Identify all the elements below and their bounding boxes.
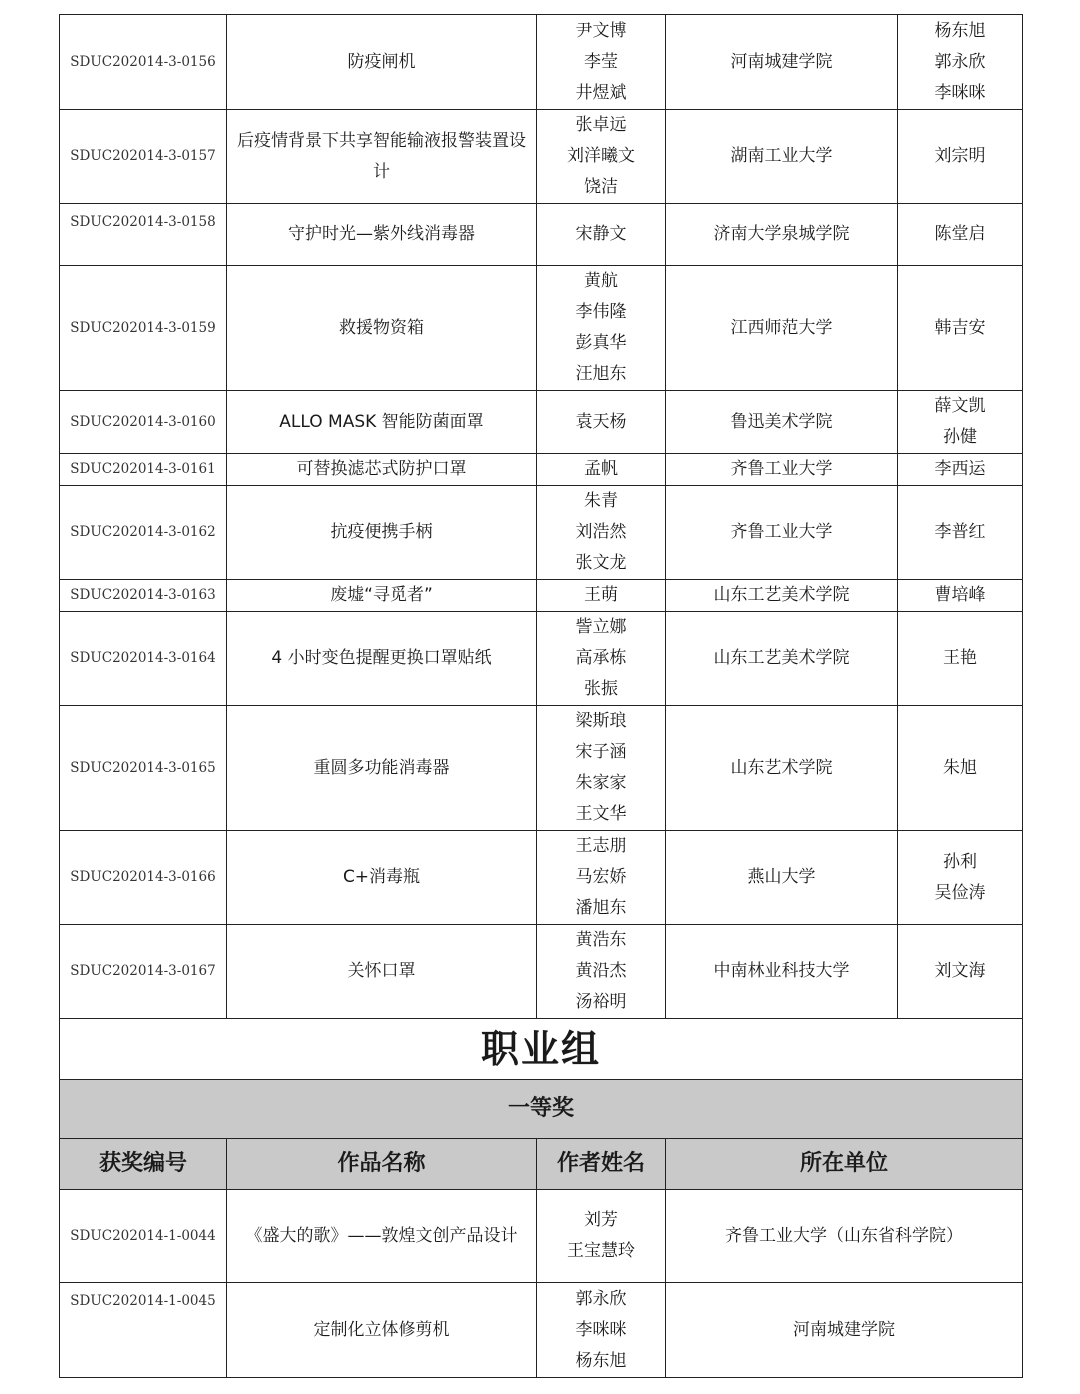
authors — [537, 580, 666, 612]
advisors — [898, 831, 1023, 925]
unit: 山东工艺美术学院 — [666, 612, 898, 706]
work-name: 重圆多功能消毒器 — [227, 706, 537, 831]
authors-line: 王宝慧玲 — [567, 1241, 635, 1261]
authors — [537, 1283, 666, 1378]
advisors — [898, 580, 1023, 612]
table-row — [60, 391, 1023, 454]
header-author: 作者姓名 — [537, 1139, 666, 1190]
advisors — [898, 612, 1023, 706]
authors-line: 黄航 — [584, 271, 618, 291]
work-name: 定制化立体修剪机 — [227, 1283, 537, 1378]
award-id: SDUC202014-3-0167 — [60, 925, 227, 1019]
authors-line: 刘芳 — [584, 1210, 618, 1230]
table-row — [60, 454, 1023, 486]
unit: 河南城建学院 — [666, 15, 898, 110]
award-id: SDUC202014-1-0044 — [60, 1190, 227, 1283]
work-name: C+消毒瓶 — [227, 831, 537, 925]
advisors-line: 薛文凯 — [934, 396, 986, 416]
award-table-sheet — [59, 14, 1022, 1378]
advisors-line: 李咪咪 — [934, 82, 986, 103]
table-row — [60, 110, 1023, 204]
authors-line: 汪旭东 — [575, 364, 627, 384]
award-id: SDUC202014-3-0158 — [60, 204, 227, 266]
unit: 河南城建学院 — [666, 1283, 1023, 1378]
authors-line: 刘洋曦文 — [567, 146, 635, 166]
authors-line: 刘浩然 — [575, 522, 627, 542]
table-row — [60, 1283, 1023, 1378]
unit: 燕山大学 — [666, 831, 898, 925]
award-id: SDUC202014-3-0166 — [60, 831, 227, 925]
authors-line: 宋静文 — [575, 224, 627, 244]
authors — [537, 391, 666, 454]
advisors-line: 韩吉安 — [934, 317, 986, 338]
unit: 山东工艺美术学院 — [666, 580, 898, 612]
table-row — [60, 612, 1023, 706]
award-table — [59, 14, 1023, 1378]
authors — [537, 925, 666, 1019]
authors — [537, 706, 666, 831]
award-id: SDUC202014-3-0162 — [60, 486, 227, 580]
award-id: SDUC202014-3-0163 — [60, 580, 227, 612]
authors — [537, 612, 666, 706]
award-id: SDUC202014-3-0164 — [60, 612, 227, 706]
table-row — [60, 580, 1023, 612]
award-id: SDUC202014-3-0159 — [60, 266, 227, 391]
award-id: SDUC202014-3-0165 — [60, 706, 227, 831]
authors-line: 宋子涵 — [575, 742, 627, 762]
advisors-line: 朱旭 — [943, 757, 977, 778]
authors — [537, 454, 666, 486]
advisors-line: 李普红 — [934, 522, 986, 542]
award-id: SDUC202014-3-0157 — [60, 110, 227, 204]
header-work: 作品名称 — [227, 1139, 537, 1190]
authors-line: 朱青 — [584, 491, 618, 511]
authors-line: 张振 — [584, 679, 618, 699]
table-row — [60, 266, 1023, 391]
authors-line: 张卓远 — [575, 115, 627, 135]
work-name: 防疫闸机 — [227, 15, 537, 110]
authors-line: 马宏娇 — [575, 867, 627, 887]
work-name: 后疫情背景下共享智能输液报警装置设计 — [227, 110, 537, 204]
authors-line: 高承栋 — [575, 648, 627, 668]
authors-line: 梁斯琅 — [575, 711, 627, 731]
authors — [537, 831, 666, 925]
table-row — [60, 15, 1023, 110]
advisors-line: 李西运 — [934, 459, 986, 479]
prize-band: 一等奖 — [60, 1080, 1023, 1139]
authors-line: 李莹 — [584, 51, 618, 72]
advisors — [898, 925, 1023, 1019]
unit: 湖南工业大学 — [666, 110, 898, 204]
authors — [537, 204, 666, 266]
unit: 山东艺术学院 — [666, 706, 898, 831]
work-name: 《盛大的歌》——敦煌文创产品设计 — [227, 1190, 537, 1283]
authors-line: 王文华 — [575, 804, 627, 824]
header-unit: 所在单位 — [666, 1139, 1023, 1190]
authors — [537, 266, 666, 391]
unit: 济南大学泉城学院 — [666, 204, 898, 266]
table-row — [60, 925, 1023, 1019]
authors — [537, 1190, 666, 1283]
work-name: 抗疫便携手柄 — [227, 486, 537, 580]
authors-line: 张文龙 — [575, 553, 627, 573]
authors-line: 王志朋 — [575, 836, 627, 856]
award-id: SDUC202014-3-0160 — [60, 391, 227, 454]
authors-line: 王萌 — [584, 585, 618, 605]
work-name: 关怀口罩 — [227, 925, 537, 1019]
advisors — [898, 486, 1023, 580]
work-name: 4 小时变色提醒更换口罩贴纸 — [227, 612, 537, 706]
advisors-line: 刘文海 — [934, 961, 986, 981]
advisors — [898, 266, 1023, 391]
authors-line: 郭永欣 — [575, 1288, 627, 1309]
unit: 齐鲁工业大学（山东省科学院） — [666, 1190, 1023, 1283]
advisors — [898, 15, 1023, 110]
unit: 中南林业科技大学 — [666, 925, 898, 1019]
header-id: 获奖编号 — [60, 1139, 227, 1190]
authors — [537, 110, 666, 204]
advisors-line: 刘宗明 — [934, 146, 986, 166]
table-row — [60, 486, 1023, 580]
prize-band-row — [60, 1080, 1023, 1139]
authors-line: 訾立娜 — [575, 617, 627, 637]
authors-line: 井煜斌 — [575, 82, 627, 103]
award-id: SDUC202014-1-0045 — [60, 1283, 227, 1378]
header-row — [60, 1139, 1023, 1190]
advisors — [898, 706, 1023, 831]
advisors — [898, 391, 1023, 454]
authors-line: 饶洁 — [584, 177, 618, 197]
authors-line: 潘旭东 — [575, 898, 627, 918]
work-name: 可替换滤芯式防护口罩 — [227, 454, 537, 486]
group-title: 职业组 — [60, 1019, 1023, 1080]
award-id: SDUC202014-3-0161 — [60, 454, 227, 486]
group-title-row — [60, 1019, 1023, 1080]
authors-line: 袁天杨 — [575, 411, 627, 432]
authors-line: 彭真华 — [575, 333, 627, 353]
table-row — [60, 706, 1023, 831]
unit: 齐鲁工业大学 — [666, 454, 898, 486]
authors — [537, 486, 666, 580]
work-name: ALLO MASK 智能防菌面罩 — [227, 391, 537, 454]
authors-line: 黄沿杰 — [575, 961, 627, 981]
work-name: 废墟“寻觅者” — [227, 580, 537, 612]
authors-line: 朱家家 — [575, 773, 627, 793]
authors-line: 李伟隆 — [575, 302, 627, 322]
advisors-line: 孙利 — [943, 851, 977, 872]
authors-line: 尹文博 — [575, 20, 627, 41]
table-row — [60, 204, 1023, 266]
advisors-line: 杨东旭 — [934, 20, 986, 41]
advisors-line: 王艳 — [943, 648, 977, 668]
authors-line: 李咪咪 — [575, 1319, 627, 1340]
authors-line: 汤裕明 — [575, 992, 627, 1012]
authors-line: 杨东旭 — [575, 1350, 627, 1371]
advisors-line: 孙健 — [943, 427, 977, 447]
authors-line: 黄浩东 — [575, 930, 627, 950]
advisors-line: 曹培峰 — [934, 585, 986, 605]
work-name: 救援物资箱 — [227, 266, 537, 391]
advisors — [898, 454, 1023, 486]
advisors-line: 吴俭涛 — [934, 882, 986, 903]
unit: 江西师范大学 — [666, 266, 898, 391]
work-name: 守护时光—紫外线消毒器 — [227, 204, 537, 266]
advisors-line: 陈堂启 — [934, 224, 986, 244]
advisors — [898, 110, 1023, 204]
advisors-line: 郭永欣 — [934, 51, 986, 72]
authors — [537, 15, 666, 110]
unit: 鲁迅美术学院 — [666, 391, 898, 454]
table-row — [60, 831, 1023, 925]
award-id: SDUC202014-3-0156 — [60, 15, 227, 110]
authors-line: 孟帆 — [584, 459, 618, 479]
unit: 齐鲁工业大学 — [666, 486, 898, 580]
advisors — [898, 204, 1023, 266]
table-row — [60, 1190, 1023, 1283]
